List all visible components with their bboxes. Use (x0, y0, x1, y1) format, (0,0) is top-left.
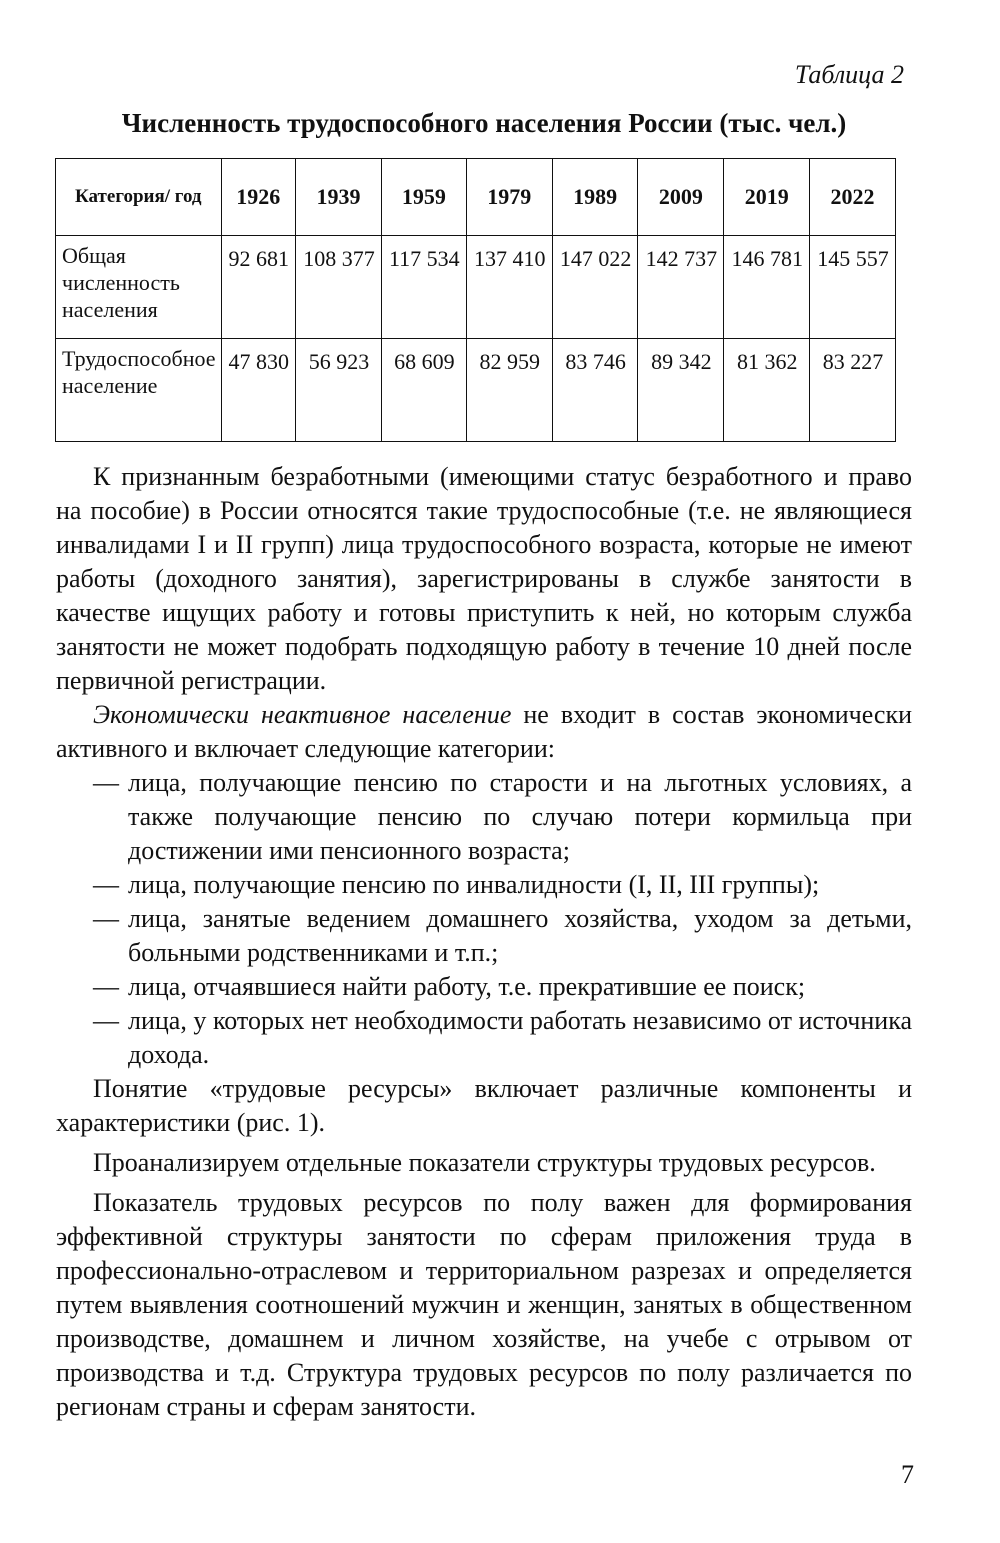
table-cell: 146 781 (724, 236, 810, 339)
list-item-text: лица, занятые ведением домашнего хозяйства, уходом за детьми, больными родственниками и т.п.; (128, 904, 912, 967)
list-item-text: лица, получающие пенсию по старости и на льготных условиях, а также получающие пенсию по случаю потери кормильца при достижении ими пенсионного возраста; (128, 768, 912, 865)
table-cell: 81 362 (724, 339, 810, 442)
dash-marker: — (93, 1006, 119, 1035)
table-cell: 56 923 (296, 339, 382, 442)
header-year: 2022 (810, 159, 896, 236)
term-inactive: Экономически неактивное население (93, 700, 512, 729)
population-table (55, 158, 896, 442)
paragraph-gender: Показатель трудовых ресурсов по полу важен для формирования эффективной структуры занятости по сферам приложения труда в профессионально-отраслевом и территориальном разрезах и определяется путем выявления соотношений мужчин и женщин, занятых в общественном производстве, домашнем и личном хозяйстве, на учебе с отрывом от производства и т.д. Структура трудовых ресурсов по полу различается по регионам страны и сферам занятости. (56, 1188, 912, 1421)
header-year: 1989 (552, 159, 638, 236)
page-number: 7 (901, 1460, 914, 1489)
list-item-text: лица, отчаявшиеся найти работу, т.е. прекратившие ее поиск; (128, 972, 806, 1001)
paragraph-inactive (56, 698, 912, 766)
dash-marker: — (93, 904, 119, 933)
header-year: 1939 (296, 159, 382, 236)
list-item-text: лица, получающие пенсию по инвалидности (I, II, III группы); (128, 870, 820, 899)
list-item-text: лица, у которых нет необходимости работать независимо от источника дохода. (128, 1006, 912, 1069)
list-item (56, 902, 912, 970)
table-cell: 82 959 (466, 339, 552, 442)
list-item (56, 1004, 912, 1072)
table-cell: 142 737 (638, 236, 724, 339)
paragraph-analysis: Проанализируем отдельные показатели структуры трудовых ресурсов. (93, 1148, 876, 1177)
table-cell: 137 410 (466, 236, 552, 339)
row-label: Общая численность населения (56, 236, 222, 339)
list-item (56, 766, 912, 868)
list-item (56, 970, 912, 1004)
dash-marker: — (93, 768, 119, 797)
header-year: 2009 (638, 159, 724, 236)
table-cell: 68 609 (381, 339, 466, 442)
dash-marker: — (93, 972, 119, 1001)
inactive-categories-list (56, 766, 912, 1072)
table-cell: 89 342 (638, 339, 724, 442)
table-cell: 92 681 (221, 236, 296, 339)
table-row-total (56, 236, 896, 339)
header-year: 1979 (466, 159, 552, 236)
paragraph-labor-resources: Понятие «трудовые ресурсы» включает различные компоненты и характеристики (рис. 1). (56, 1074, 912, 1137)
paragraph-inactive-text: не входит в состав экономически активного и включает следующие категории: (56, 700, 912, 763)
body-text (56, 460, 912, 1424)
row-label: Трудоспособное население (56, 339, 222, 442)
dash-marker: — (93, 870, 119, 899)
table-label: Таблица 2 (794, 60, 904, 89)
paragraph-unemployed: К признанным безработными (имеющими статус безработного и право на пособие) в России относятся такие трудоспособные (т.е. не являющиеся инвалидами I и II групп) лица трудоспособного возраста, которые не имеют работы (доходного занятия), зарегистрированы в службе занятости в качестве ищущих работу и готовы приступить к ней, но которым служба занятости не может подобрать подходящую работу в течение 10 дней после первичной регистрации. (56, 462, 912, 695)
list-item (56, 868, 912, 902)
table-cell: 145 557 (810, 236, 896, 339)
table-cell: 47 830 (221, 339, 296, 442)
table-cell: 83 227 (810, 339, 896, 442)
header-category: Категория/ год (56, 159, 222, 236)
header-year: 1926 (221, 159, 296, 236)
table-title: Численность трудоспособного населения России (тыс. чел.) (121, 108, 847, 138)
table-cell: 108 377 (296, 236, 382, 339)
table-cell: 117 534 (381, 236, 466, 339)
header-year: 1959 (381, 159, 466, 236)
table-cell: 83 746 (552, 339, 638, 442)
table-row-working-age (56, 339, 896, 442)
table-cell: 147 022 (552, 236, 638, 339)
header-year: 2019 (724, 159, 810, 236)
table-header-row (56, 159, 896, 236)
